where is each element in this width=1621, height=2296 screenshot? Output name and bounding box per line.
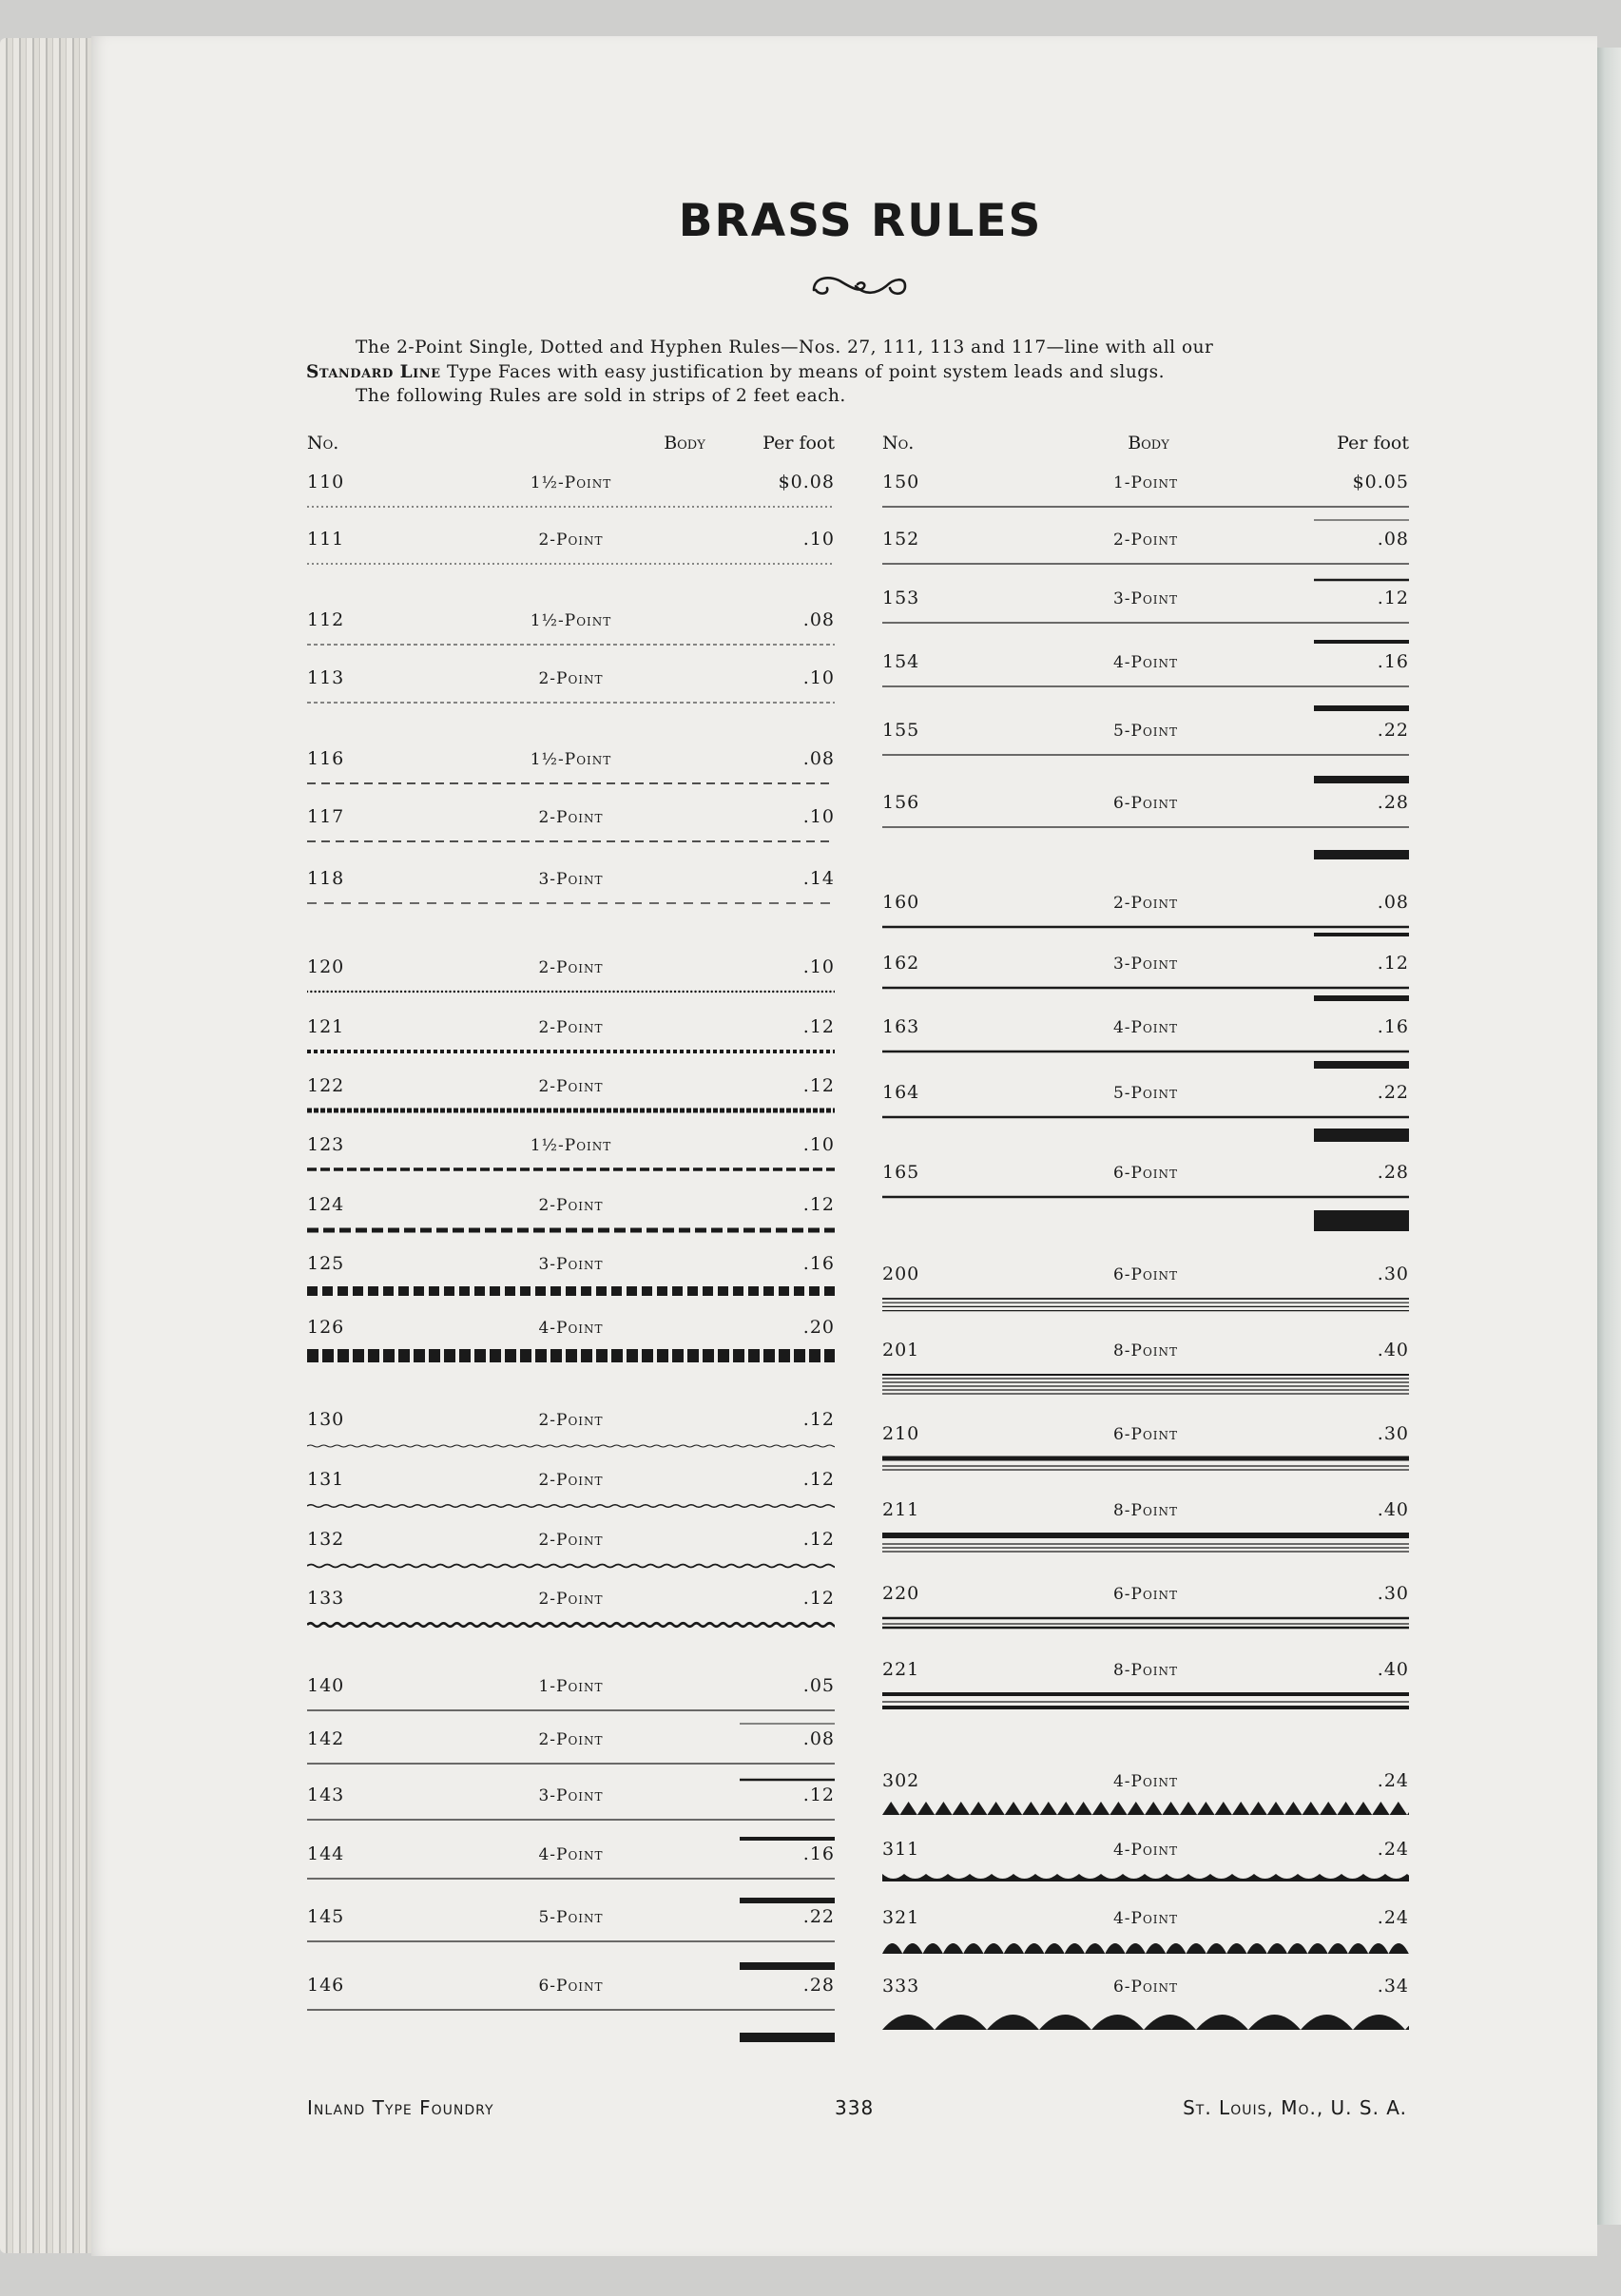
rule-body-size: 8-Point — [1112, 1501, 1179, 1520]
right-rule-entry-155 — [882, 720, 1409, 750]
rule-number: 200 — [882, 1264, 920, 1284]
rule-number: 302 — [882, 1770, 920, 1791]
left-rule-entry-112 — [307, 609, 835, 640]
rule-body-size: 6-Point — [1112, 1585, 1179, 1604]
rule-body-size: 6-Point — [1112, 1164, 1179, 1183]
rule-number: 210 — [882, 1423, 920, 1444]
left-rule-entry-145 — [307, 1906, 835, 1937]
rule-price: .16 — [802, 1253, 835, 1274]
rule-number: 143 — [307, 1785, 345, 1805]
rule-number: 133 — [307, 1588, 345, 1609]
rule-number: 124 — [307, 1194, 345, 1215]
rule-number: 112 — [307, 609, 345, 630]
rule-price: .40 — [1377, 1499, 1409, 1520]
rule-number: 125 — [307, 1253, 345, 1274]
rule-number: 163 — [882, 1016, 920, 1037]
rule-price: .12 — [802, 1588, 835, 1609]
left-header-body: Body — [664, 433, 705, 453]
rule-number: 164 — [882, 1082, 920, 1103]
rule-number: 111 — [307, 529, 345, 550]
rule-number: 221 — [882, 1659, 920, 1680]
rule-number: 160 — [882, 892, 920, 913]
right-header-no: No. — [882, 433, 915, 453]
left-rule-entry-123 — [307, 1134, 835, 1165]
rule-price: .16 — [802, 1843, 835, 1864]
rule-body-size: 2-Point — [538, 1730, 604, 1749]
rule-body-size: 6-Point — [1112, 794, 1179, 813]
rule-price: .10 — [802, 1134, 835, 1155]
rule-price: .08 — [802, 748, 835, 769]
rule-body-size: 2-Point — [538, 1196, 604, 1215]
rule-price: .24 — [1377, 1770, 1409, 1791]
rule-price: .12 — [1377, 953, 1409, 974]
rule-body-size: 3-Point — [1112, 589, 1179, 608]
intro-line-3: The following Rules are sold in strips of 2 feet each. — [356, 386, 846, 406]
right-rule-entry-162 — [882, 953, 1409, 983]
rule-price: .24 — [1377, 1907, 1409, 1928]
rule-price: .22 — [802, 1906, 835, 1927]
right-rule-entry-201 — [882, 1340, 1409, 1370]
rule-price: $0.05 — [1352, 472, 1409, 492]
right-rule-entry-200 — [882, 1264, 1409, 1294]
rule-number: 201 — [882, 1340, 920, 1360]
rule-body-size: 2-Point — [538, 669, 604, 688]
rule-body-size: 3-Point — [538, 870, 604, 889]
left-rule-entry-118 — [307, 868, 835, 898]
rule-number: 132 — [307, 1529, 345, 1550]
rule-number: 144 — [307, 1843, 345, 1864]
rule-body-size: 4-Point — [538, 1845, 604, 1864]
rule-sample-teeth — [882, 1802, 1409, 1843]
book-cover-edge — [1593, 48, 1621, 2225]
right-rule-entry-165 — [882, 1162, 1409, 1192]
rule-price: .10 — [802, 667, 835, 688]
rule-sample-bold-5 — [882, 1113, 1409, 1155]
rule-body-size: 6-Point — [538, 1977, 604, 1996]
rule-number: 131 — [307, 1469, 345, 1490]
rule-number: 122 — [307, 1075, 345, 1096]
rule-body-size: 1-Point — [1112, 473, 1179, 492]
rule-body-size: 4-Point — [538, 1319, 604, 1338]
rule-price: .12 — [802, 1194, 835, 1215]
left-rule-entry-116 — [307, 748, 835, 779]
rule-body-size: 2-Point — [538, 1590, 604, 1609]
rule-number: 162 — [882, 953, 920, 974]
rule-number: 126 — [307, 1317, 345, 1338]
rule-price: .08 — [802, 1728, 835, 1749]
right-rule-entry-164 — [882, 1082, 1409, 1112]
rule-number: 153 — [882, 588, 920, 608]
rule-body-size: 1½-Point — [530, 1136, 612, 1155]
rule-price: .12 — [802, 1075, 835, 1096]
rule-body-size: 3-Point — [538, 1786, 604, 1805]
rule-number: 333 — [882, 1976, 920, 1997]
left-rule-entry-133 — [307, 1588, 835, 1618]
rule-price: .28 — [1377, 792, 1409, 813]
footer-location: St. Louis, Mo., U. S. A. — [1183, 2096, 1407, 2119]
rule-body-size: 4-Point — [1112, 1909, 1179, 1928]
rule-body-size: 4-Point — [1112, 1841, 1179, 1860]
rule-sample-wave-4 — [307, 1619, 835, 1661]
left-header-no: No. — [307, 433, 339, 453]
right-rule-entry-154 — [882, 651, 1409, 682]
rule-price: .40 — [1377, 1659, 1409, 1680]
rule-price: .10 — [802, 806, 835, 827]
rule-price: .30 — [1377, 1583, 1409, 1604]
rule-price: .12 — [802, 1469, 835, 1490]
rule-number: 140 — [307, 1675, 345, 1696]
footer-publisher: Inland Type Foundry — [307, 2096, 494, 2119]
right-rule-entry-321 — [882, 1907, 1409, 1938]
right-rule-entry-150 — [882, 472, 1409, 502]
rule-price: .22 — [1377, 1082, 1409, 1103]
rule-body-size: 8-Point — [1112, 1661, 1179, 1680]
rule-number: 150 — [882, 472, 920, 492]
rule-sample-block-2 — [307, 1348, 835, 1390]
right-rule-entry-152 — [882, 529, 1409, 559]
rule-number: 165 — [882, 1162, 920, 1183]
rule-body-size: 6-Point — [1112, 1425, 1179, 1444]
right-rule-entry-156 — [882, 792, 1409, 822]
left-rule-entry-125 — [307, 1253, 835, 1283]
rule-price: .10 — [802, 529, 835, 550]
left-rule-entry-131 — [307, 1469, 835, 1499]
rule-body-size: 2-Point — [538, 531, 604, 550]
rule-number: 116 — [307, 748, 345, 769]
rule-body-size: 2-Point — [538, 808, 604, 827]
left-rule-entry-121 — [307, 1016, 835, 1047]
rule-body-size: 2-Point — [538, 1018, 604, 1037]
rule-number: 123 — [307, 1134, 345, 1155]
right-rule-entry-302 — [882, 1770, 1409, 1801]
rule-number: 118 — [307, 868, 345, 889]
rule-body-size: 2-Point — [1112, 531, 1179, 550]
rule-sample-scallop-small — [882, 1870, 1409, 1912]
ornament-flourish-icon — [810, 271, 909, 301]
rule-number: 321 — [882, 1907, 920, 1928]
rule-sample-dash-fine — [307, 699, 835, 741]
right-rule-entry-221 — [882, 1659, 1409, 1689]
rule-price: .16 — [1377, 1016, 1409, 1037]
standard-line-label: Standard Line — [306, 362, 441, 382]
footer-page-number: 338 — [835, 2096, 875, 2119]
left-rule-entry-126 — [307, 1317, 835, 1347]
rule-number: 117 — [307, 806, 345, 827]
rule-number: 211 — [882, 1499, 920, 1520]
rule-number: 120 — [307, 956, 345, 977]
rule-body-size: 5-Point — [1112, 722, 1179, 741]
left-rule-entry-146 — [307, 1975, 835, 2005]
rule-sample-plain-5 — [307, 1938, 835, 1979]
rule-sample-parallel-8 — [882, 1531, 1409, 1572]
rule-number: 155 — [882, 720, 920, 741]
left-rule-entry-144 — [307, 1843, 835, 1874]
rule-body-size: 4-Point — [1112, 1772, 1179, 1791]
intro-line-2 — [306, 360, 1411, 385]
intro-line-2-rest: Type Faces with easy justification by means of point system leads and slugs. — [440, 362, 1165, 382]
rule-body-size: 4-Point — [1112, 653, 1179, 672]
rule-price: .20 — [802, 1317, 835, 1338]
left-rule-entry-113 — [307, 667, 835, 698]
left-rule-entry-140 — [307, 1675, 835, 1706]
rule-price: .24 — [1377, 1839, 1409, 1860]
rule-sample-dots-fine — [307, 560, 835, 602]
rule-body-size: 2-Point — [538, 958, 604, 977]
rule-price: .12 — [1377, 588, 1409, 608]
rule-body-size: 2-Point — [538, 1531, 604, 1550]
right-rule-entry-210 — [882, 1423, 1409, 1454]
rule-price: .12 — [802, 1785, 835, 1805]
rule-sample-plain-4 — [882, 683, 1409, 724]
rule-price: .30 — [1377, 1423, 1409, 1444]
rule-body-size: 4-Point — [1112, 1018, 1179, 1037]
rule-price: .34 — [1377, 1976, 1409, 1997]
rule-sample-scallop-large — [882, 2007, 1409, 2049]
right-header-price: Per foot — [1337, 433, 1409, 453]
rule-body-size: 3-Point — [1112, 955, 1179, 974]
left-rule-entry-117 — [307, 806, 835, 837]
left-rule-entry-130 — [307, 1409, 835, 1439]
rule-number: 154 — [882, 651, 920, 672]
rule-number: 113 — [307, 667, 345, 688]
right-rule-entry-153 — [882, 588, 1409, 618]
rule-sample-plain-6 — [882, 823, 1409, 865]
rule-body-size: 8-Point — [1112, 1341, 1179, 1360]
rule-price: .08 — [1377, 892, 1409, 913]
right-rule-entry-220 — [882, 1583, 1409, 1613]
rule-body-size: 1-Point — [538, 1677, 604, 1696]
rule-sample-plain-5 — [882, 751, 1409, 793]
left-rule-entry-124 — [307, 1194, 835, 1225]
rule-number: 121 — [307, 1016, 345, 1037]
rule-number: 142 — [307, 1728, 345, 1749]
rule-body-size: 1½-Point — [530, 473, 612, 492]
right-rule-entry-333 — [882, 1976, 1409, 2006]
page-title: BRASS RULES — [678, 195, 1043, 247]
rule-price: .40 — [1377, 1340, 1409, 1360]
rule-price: .10 — [802, 956, 835, 977]
rule-price: .05 — [802, 1675, 835, 1696]
rule-price: .16 — [1377, 651, 1409, 672]
rule-price: .12 — [802, 1409, 835, 1430]
rule-sample-scallop-med — [882, 1939, 1409, 1980]
rule-number: 110 — [307, 472, 345, 492]
rule-body-size: 6-Point — [1112, 1265, 1179, 1284]
left-rule-entry-111 — [307, 529, 835, 559]
rule-body-size: 1½-Point — [530, 750, 612, 769]
left-header-price: Per foot — [762, 433, 835, 453]
rule-price: .14 — [802, 868, 835, 889]
rule-price: .12 — [802, 1529, 835, 1550]
rule-body-size: 1½-Point — [530, 611, 612, 630]
rule-price: .28 — [1377, 1162, 1409, 1183]
rule-sample-double-8 — [882, 1690, 1409, 1732]
right-rule-entry-211 — [882, 1499, 1409, 1530]
rule-price: .08 — [802, 609, 835, 630]
rule-number: 220 — [882, 1583, 920, 1604]
right-header-body: Body — [1128, 433, 1169, 453]
left-rule-entry-132 — [307, 1529, 835, 1559]
rule-price: .28 — [802, 1975, 835, 1996]
rule-sample-multi-8 — [882, 1371, 1409, 1413]
rule-body-size: 2-Point — [1112, 894, 1179, 913]
rule-price: .08 — [1377, 529, 1409, 550]
rule-body-size: 3-Point — [538, 1255, 604, 1274]
rule-sample-double-6 — [882, 1614, 1409, 1656]
rule-body-size: 2-Point — [538, 1471, 604, 1490]
right-rule-entry-311 — [882, 1839, 1409, 1869]
rule-price: .12 — [802, 1016, 835, 1037]
left-rule-entry-120 — [307, 956, 835, 987]
rule-number: 152 — [882, 529, 920, 550]
rule-number: 146 — [307, 1975, 345, 1996]
left-rule-entry-110 — [307, 472, 835, 502]
book-page-edges — [0, 38, 95, 2253]
rule-sample-dash-long — [307, 899, 835, 941]
right-rule-entry-163 — [882, 1016, 1409, 1047]
rule-number: 156 — [882, 792, 920, 813]
rule-price: .22 — [1377, 720, 1409, 741]
left-rule-entry-142 — [307, 1728, 835, 1759]
rule-price: $0.08 — [778, 472, 835, 492]
rule-body-size: 5-Point — [538, 1908, 604, 1927]
rule-number: 130 — [307, 1409, 345, 1430]
rule-sample-parallel-6 — [882, 1455, 1409, 1496]
rule-body-size: 6-Point — [1112, 1978, 1179, 1997]
rule-price: .30 — [1377, 1264, 1409, 1284]
intro-line-1: The 2-Point Single, Dotted and Hyphen Rules—Nos. 27, 111, 113 and 117—line with all our — [356, 338, 1214, 357]
rule-number: 311 — [882, 1839, 920, 1860]
rule-body-size: 2-Point — [538, 1077, 604, 1096]
rule-body-size: 5-Point — [1112, 1084, 1179, 1103]
left-rule-entry-143 — [307, 1785, 835, 1815]
rule-sample-plain-6 — [307, 2006, 835, 2048]
rule-sample-multi-6 — [882, 1295, 1409, 1337]
rule-body-size: 2-Point — [538, 1411, 604, 1430]
rule-sample-bold-6 — [882, 1193, 1409, 1235]
right-rule-entry-160 — [882, 892, 1409, 922]
rule-number: 145 — [307, 1906, 345, 1927]
left-rule-entry-122 — [307, 1075, 835, 1106]
